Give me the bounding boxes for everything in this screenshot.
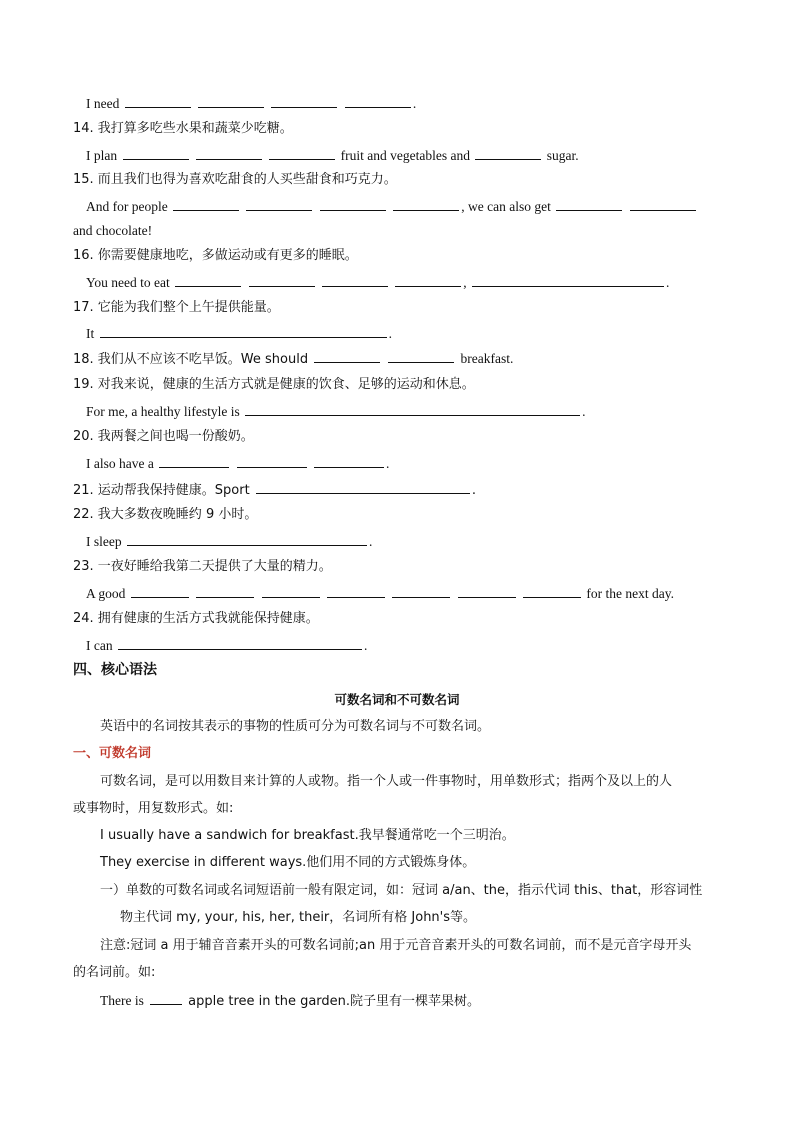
section-title: 四、核心语法 — [73, 662, 157, 678]
answer-blank[interactable] — [159, 455, 229, 468]
q13-english-line — [86, 95, 416, 112]
answer-blank[interactable] — [630, 198, 696, 211]
para1-line1: 可数名词，是可以用数目来计算的人或物。指一个人或一件事物时，用单数形式；指两个及以上的人 — [100, 774, 673, 789]
answer-blank[interactable] — [523, 585, 581, 598]
q15-mid: , we can also get — [461, 199, 551, 214]
q21-chinese: 21. 运动帮我保持健康。Sport — [73, 483, 250, 498]
example-3-start: There is — [100, 993, 144, 1008]
para1-line2: 或事物时，用复数形式。如: — [73, 801, 234, 816]
answer-blank[interactable] — [472, 274, 664, 287]
q19-chinese: 19. 对我来说，健康的生活方式就是健康的饮食、足够的运动和休息。 — [73, 377, 475, 392]
q13-end: . — [412, 96, 417, 111]
answer-blank[interactable] — [388, 350, 454, 363]
q24-start: I can — [86, 638, 113, 653]
note-line1: 注意:冠词 a 用于辅音音素开头的可数名词前;an 用于元音音素开头的可数名词前，而不是元音字母开头 — [100, 938, 692, 953]
q20-chinese: 20. 我两餐之间也喝一份酸奶。 — [73, 429, 254, 444]
rule1-line2: 物主代词 my, your, his, her, their，名词所有格 John's等。 — [120, 910, 477, 925]
answer-blank[interactable] — [314, 455, 384, 468]
answer-blank[interactable] — [175, 274, 241, 287]
answer-blank[interactable] — [123, 147, 189, 160]
answer-blank[interactable] — [271, 95, 337, 108]
q19-end: . — [582, 404, 586, 419]
q22-chinese: 22. 我大多数夜晚睡约 9 小时。 — [73, 507, 258, 522]
q19-start: For me, a healthy lifestyle is — [86, 404, 240, 419]
q18-end: breakfast. — [460, 351, 514, 366]
q16-english-line: You need to eat , . — [86, 275, 670, 290]
example-1: I usually have a sandwich for breakfast.我早餐通常吃一个三明治。 — [100, 828, 515, 843]
answer-blank[interactable] — [345, 95, 411, 108]
answer-blank[interactable] — [173, 198, 239, 211]
example-2: They exercise in different ways.他们用不同的方式锻炼身体。 — [100, 855, 476, 870]
note-line2: 的名词前。如: — [73, 965, 156, 980]
answer-blank[interactable] — [196, 147, 262, 160]
q19-english-line — [86, 403, 585, 420]
q20-end: . — [385, 456, 390, 471]
q15-start: And for people — [86, 199, 168, 214]
grammar-subtitle: 可数名词和不可数名词 — [334, 692, 460, 707]
answer-blank[interactable] — [393, 198, 459, 211]
answer-blank[interactable] — [322, 274, 388, 287]
q24-chinese: 24. 拥有健康的生活方式我就能保持健康。 — [73, 611, 319, 626]
answer-blank[interactable] — [269, 147, 335, 160]
q21-line — [73, 481, 476, 499]
q15-chinese: 15. 而且我们也得为喜欢吃甜食的人买些甜食和巧克力。 — [73, 172, 397, 187]
answer-blank[interactable] — [150, 992, 182, 1005]
rule1-line1: 一）单数的可数名词或名词短语前一般有限定词，如：冠词 a/an、the，指示代词 this、that，形容词性 — [100, 883, 703, 898]
q14-start: I plan — [86, 148, 118, 163]
q18-chinese: 18. 我们从不应该不吃早饭。We should — [73, 352, 309, 367]
q22-english-line — [86, 533, 372, 550]
answer-blank[interactable] — [245, 403, 580, 416]
answer-blank[interactable] — [256, 481, 470, 494]
answer-blank[interactable] — [131, 585, 189, 598]
answer-blank[interactable] — [475, 147, 541, 160]
answer-blank[interactable] — [320, 198, 386, 211]
answer-blank[interactable] — [246, 198, 312, 211]
example-3-end: apple tree in the garden.院子里有一棵苹果树。 — [188, 994, 481, 1009]
q22-end: . — [368, 534, 373, 549]
q14-english-line — [86, 147, 579, 164]
q16-chinese: 16. 你需要健康地吃，多做运动或有更多的睡眠。 — [73, 248, 358, 263]
answer-blank[interactable] — [556, 198, 622, 211]
q24-english-line — [86, 637, 367, 654]
answer-blank[interactable] — [198, 95, 264, 108]
answer-blank[interactable] — [127, 533, 367, 546]
q16-start: You need to eat — [86, 275, 170, 290]
q20-english-line — [86, 455, 389, 472]
q14-chinese: 14. 我打算多吃些水果和蔬菜少吃糖。 — [73, 121, 293, 136]
answer-blank[interactable] — [249, 274, 315, 287]
answer-blank[interactable] — [262, 585, 320, 598]
answer-blank[interactable] — [327, 585, 385, 598]
q15-english-line — [86, 198, 698, 215]
answer-blank[interactable] — [458, 585, 516, 598]
q16-end: . — [666, 275, 670, 290]
grammar-intro: 英语中的名词按其表示的事物的性质可分为可数名词与不可数名词。 — [100, 719, 491, 734]
q20-start: I also have a — [86, 456, 154, 471]
q24-end: . — [363, 638, 368, 653]
q13-start: I need — [86, 96, 120, 111]
q17-end: . — [388, 326, 392, 341]
q15-english-cont: and chocolate! — [73, 223, 153, 238]
answer-blank[interactable] — [125, 95, 191, 108]
example-3 — [100, 992, 480, 1010]
answer-blank[interactable] — [118, 637, 362, 650]
q21-end: . — [471, 483, 476, 498]
q17-start: It — [86, 326, 95, 341]
q14-mid: fruit and vegetables and — [340, 148, 470, 163]
answer-blank[interactable] — [392, 585, 450, 598]
q22-start: I sleep — [86, 534, 122, 549]
q18-line — [73, 350, 513, 368]
answer-blank[interactable] — [395, 274, 461, 287]
q14-end: sugar. — [546, 148, 579, 163]
q23-end: for the next day. — [586, 586, 674, 601]
answer-blank[interactable] — [237, 455, 307, 468]
q17-english-line — [86, 325, 392, 342]
q23-english-line — [86, 585, 674, 602]
part1-title: 一、可数名词 — [73, 746, 152, 761]
answer-blank[interactable] — [196, 585, 254, 598]
q23-start: A good — [86, 586, 126, 601]
q23-chinese: 23. 一夜好睡给我第二天提供了大量的精力。 — [73, 559, 332, 574]
answer-blank[interactable] — [100, 325, 387, 338]
q17-chinese: 17. 它能为我们整个上午提供能量。 — [73, 300, 280, 315]
answer-blank[interactable] — [314, 350, 380, 363]
